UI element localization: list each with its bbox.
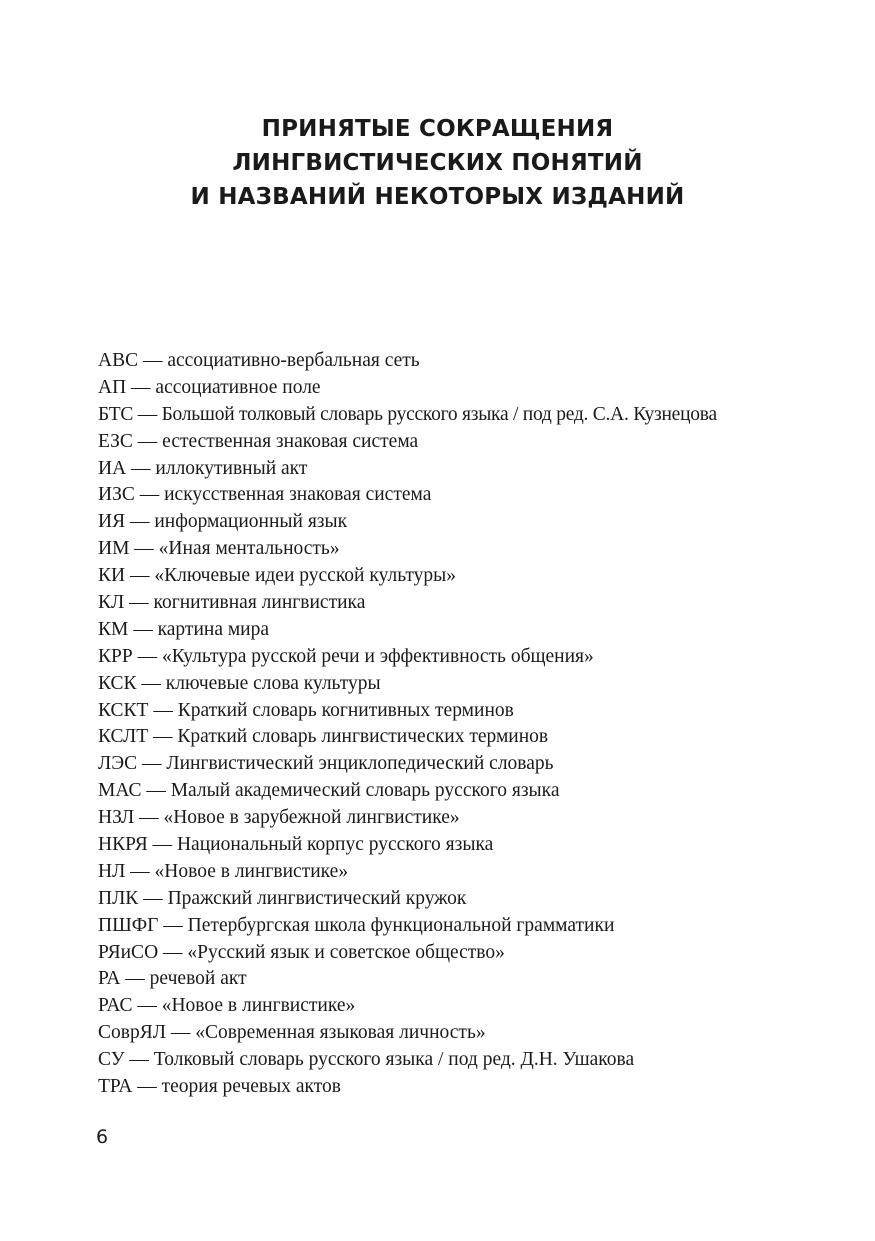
abbreviation-entry: ЛЭС — Лингвистический энциклопедический словарь (98, 753, 554, 775)
abbreviation-entry: КСКТ — Краткий словарь когнитивных терминов (98, 699, 514, 721)
abbreviation-entry: НКРЯ — Национальный корпус русского языка (98, 834, 494, 856)
abbreviation-entry: ИА — иллокутивный акт (98, 457, 308, 479)
abbreviation-entry: НЛ — «Новое в лингвистике» (98, 860, 349, 882)
page-title (0, 112, 875, 214)
abbreviation-entry: АП — ассоциативное поле (98, 376, 321, 398)
abbreviation-entry: АВС — ассоциативно-вербальная сеть (98, 350, 420, 371)
abbreviation-entry: ИЗС — искусственная знаковая система (98, 484, 432, 506)
abbreviation-entry: ИЯ — информационный язык (98, 511, 348, 533)
abbreviation-entry: МАС — Малый академический словарь русского языка (98, 780, 560, 802)
abbreviation-entry: КСЛТ — Краткий словарь лингвистических терминов (98, 726, 549, 748)
abbreviation-entry: ПЛК — Пражский лингвистический кружок (98, 887, 467, 909)
abbreviation-entry: РАС — «Новое в лингвистике» (98, 995, 356, 1017)
abbreviation-list (98, 348, 838, 1101)
title-line-1: ПРИНЯТЫЕ СОКРАЩЕНИЯ (261, 116, 614, 142)
title-line-3: И НАЗВАНИЙ НЕКОТОРЫХ ИЗДАНИЙ (190, 184, 685, 210)
abbreviation-entry: КМ — картина мира (98, 618, 270, 640)
abbreviation-entry: ЕЗС — естественная знаковая система (98, 430, 419, 452)
abbreviation-entry: СУ — Толковый словарь русского языка / под ред. Д.Н. Ушакова (98, 1049, 635, 1071)
abbreviation-entry: РЯиСО — «Русский язык и советское общество» (98, 941, 505, 963)
page-number: 6 (96, 1126, 109, 1148)
abbreviation-entry: ИМ — «Иная ментальность» (98, 538, 340, 560)
abbreviation-entry: СоврЯЛ — «Современная языковая личность» (98, 1022, 486, 1044)
abbreviation-entry: РА — речевой акт (98, 968, 247, 990)
abbreviation-entry: КИ — «Ключевые идеи русской культуры» (98, 565, 456, 587)
abbreviation-entry: КЛ — когнитивная лингвистика (98, 592, 366, 614)
title-line-2: ЛИНГВИСТИЧЕСКИХ ПОНЯТИЙ (232, 150, 643, 176)
abbreviation-entry: ТРА — теория речевых актов (98, 1076, 341, 1098)
abbreviation-entry: КРР — «Культура русской речи и эффективность общения» (98, 645, 594, 667)
abbreviation-entry: ПШФГ — Петербургская школа функциональной грамматики (98, 914, 615, 936)
abbreviation-entry: БТС — Большой толковый словарь русского языка / под ред. С.А. Кузнецова (98, 403, 717, 425)
abbreviation-entry: НЗЛ — «Новое в зарубежной лингвистике» (98, 807, 460, 829)
abbreviation-entry: КСК — ключевые слова культуры (98, 672, 381, 694)
